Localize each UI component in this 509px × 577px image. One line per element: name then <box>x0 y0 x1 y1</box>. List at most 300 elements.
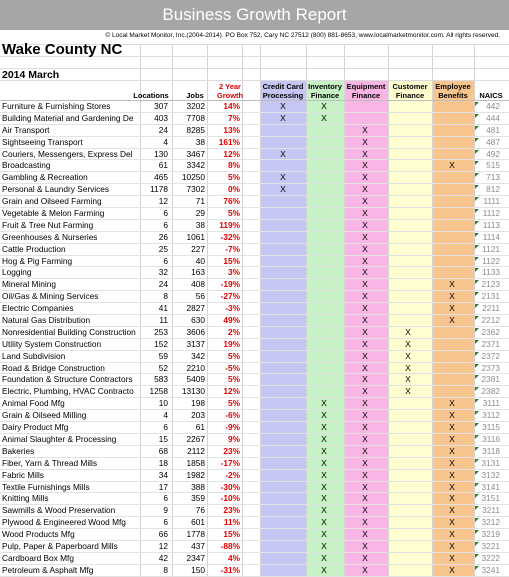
naics-code: 492 <box>486 148 500 159</box>
growth-value: -3% <box>225 303 240 314</box>
equipment-finance-mark: X <box>362 422 368 433</box>
locations-value: 52 <box>158 362 168 373</box>
industry-name: Greenhouses & Nurseries <box>2 231 98 242</box>
locations-value: 41 <box>158 303 168 314</box>
jobs-value: 203 <box>191 410 205 421</box>
naics-code: 2381 <box>481 374 500 385</box>
inventory-finance-mark: X <box>321 469 327 480</box>
jobs-value: 8285 <box>186 124 205 135</box>
equipment-finance-mark: X <box>362 540 368 551</box>
naics-code: 2371 <box>481 338 500 349</box>
table-row <box>0 517 509 529</box>
industry-name: Sightseeing Transport <box>2 136 83 147</box>
locations-value: 68 <box>158 445 168 456</box>
customer-finance-mark: X <box>405 362 411 373</box>
inventory-finance-mark: X <box>321 445 327 456</box>
locations-value: 11 <box>159 315 168 326</box>
equipment-finance-mark: X <box>362 208 368 219</box>
equipment-finance-mark: X <box>362 398 368 409</box>
growth-value: 76% <box>223 196 240 207</box>
jobs-value: 71 <box>195 196 205 207</box>
inventory-finance-mark: X <box>321 564 327 575</box>
credit-card-mark: X <box>280 101 286 111</box>
table-row <box>0 256 509 268</box>
copyright-notice: © Local Market Monitor, Inc.(2004-2014). PO Box 752, Cary NC 27512 (800) 881-8653, www.localmarketmonitor.com. All rights reserved. <box>105 32 500 39</box>
jobs-value: 7302 <box>186 184 205 195</box>
industry-name: Sawmills & Wood Preservation <box>2 505 116 516</box>
equipment-finance-mark: X <box>362 267 368 278</box>
equipment-finance-mark: X <box>362 124 368 135</box>
naics-code: 1133 <box>482 267 500 278</box>
employee-benefits-mark: X <box>449 291 455 302</box>
naics-code: 3212 <box>481 517 500 528</box>
header-customer-line2: Finance <box>395 91 425 100</box>
industry-name: Road & Bridge Construction <box>2 362 105 373</box>
jobs-value: 2347 <box>186 552 205 563</box>
table-row <box>0 434 509 446</box>
inventory-finance-mark: X <box>321 112 327 123</box>
growth-value: -17% <box>220 457 240 468</box>
equipment-finance-mark: X <box>362 279 368 290</box>
equipment-finance-mark: X <box>362 469 368 480</box>
industry-name: Pulp, Paper & Paperboard Mills <box>2 540 118 551</box>
inventory-finance-mark: X <box>321 457 327 468</box>
jobs-value: 408 <box>191 279 205 290</box>
table-row <box>0 363 509 375</box>
equipment-finance-mark: X <box>362 564 368 575</box>
employee-benefits-mark: X <box>449 481 455 492</box>
header-employee-line2: Benefits <box>438 91 468 100</box>
industry-name: Plywood & Engineered Wood Mfg <box>2 517 126 528</box>
employee-benefits-mark: X <box>449 303 455 314</box>
naics-code: 444 <box>486 112 500 123</box>
jobs-value: 437 <box>191 540 205 551</box>
naics-code: 442 <box>486 101 500 111</box>
jobs-value: 2112 <box>187 445 205 456</box>
industry-name: Oil/Gas & Mining Services <box>2 291 99 302</box>
table-row <box>0 172 509 184</box>
table-row <box>0 374 509 386</box>
industry-name: Fabric Mills <box>2 469 44 480</box>
growth-value: -88% <box>220 540 240 551</box>
growth-value: -31% <box>220 564 240 575</box>
locations-value: 18 <box>158 457 168 468</box>
growth-value: 14% <box>223 101 240 111</box>
equipment-finance-mark: X <box>362 136 368 147</box>
growth-value: 5% <box>228 172 240 183</box>
industry-name: Fiber, Yarn & Thread Mills <box>2 457 97 468</box>
industry-name: Dairy Product Mfg <box>2 422 69 433</box>
jobs-value: 198 <box>191 398 205 409</box>
locations-value: 15 <box>158 433 168 444</box>
inventory-finance-mark: X <box>321 101 327 111</box>
table-row <box>0 482 509 494</box>
header-growth-line2: Growth <box>216 91 244 100</box>
jobs-value: 13130 <box>181 386 205 397</box>
locations-value: 253 <box>154 326 168 337</box>
locations-value: 6 <box>163 422 168 433</box>
industry-name: Electric, Plumbing, HVAC Contracto <box>2 386 134 397</box>
table-row <box>0 493 509 505</box>
industry-name: Logging <box>2 267 32 278</box>
employee-benefits-mark: X <box>449 505 455 516</box>
locations-value: 4 <box>163 136 168 147</box>
inventory-finance-mark: X <box>321 410 327 421</box>
table-row <box>0 386 509 398</box>
locations-value: 4 <box>163 410 168 421</box>
growth-value: 11% <box>223 517 240 528</box>
locations-value: 403 <box>154 112 168 123</box>
locations-value: 1258 <box>149 386 168 397</box>
growth-value: 119% <box>219 219 240 230</box>
table-row <box>0 160 509 172</box>
customer-finance-mark: X <box>405 338 411 349</box>
jobs-value: 5409 <box>186 374 205 385</box>
employee-benefits-mark: X <box>449 493 455 504</box>
header-employee-line1: Employee <box>435 82 471 91</box>
equipment-finance-mark: X <box>362 362 368 373</box>
locations-value: 6 <box>163 255 168 266</box>
growth-value: 9% <box>228 433 240 444</box>
table-row <box>0 327 509 339</box>
industry-name: Couriers, Messengers, Express Del <box>2 148 133 159</box>
jobs-value: 1982 <box>186 469 205 480</box>
equipment-finance-mark: X <box>362 457 368 468</box>
jobs-value: 3606 <box>186 326 205 337</box>
locations-value: 17 <box>158 481 168 492</box>
report-period: 2014 March <box>2 69 60 81</box>
inventory-finance-mark: X <box>321 493 327 504</box>
employee-benefits-mark: X <box>449 457 455 468</box>
locations-value: 6 <box>163 219 168 230</box>
locations-value: 32 <box>158 267 168 278</box>
naics-code: 3112 <box>482 410 500 421</box>
growth-value: 7% <box>228 112 240 123</box>
growth-value: 3% <box>228 267 240 278</box>
jobs-value: 3342 <box>186 160 205 171</box>
report-title: Business Growth Report <box>0 0 509 30</box>
industry-name: Utility System Construction <box>2 338 102 349</box>
table-row <box>0 422 509 434</box>
customer-finance-mark: X <box>405 326 411 337</box>
header-customer-line1: Customer <box>392 82 428 91</box>
table-row <box>0 291 509 303</box>
locations-value: 26 <box>158 231 168 242</box>
industry-name: Wood Products Mfg <box>2 529 75 540</box>
naics-code: 3141 <box>481 481 500 492</box>
jobs-value: 1778 <box>186 529 205 540</box>
naics-code: 2131 <box>481 291 500 302</box>
equipment-finance-mark: X <box>362 410 368 421</box>
equipment-finance-mark: X <box>362 219 368 230</box>
employee-benefits-mark: X <box>449 398 455 409</box>
locations-value: 6 <box>163 517 168 528</box>
locations-value: 6 <box>163 208 168 219</box>
industry-name: Cattle Production <box>2 243 66 254</box>
naics-code: 3111 <box>482 398 500 409</box>
jobs-value: 1061 <box>186 231 205 242</box>
equipment-finance-mark: X <box>362 291 368 302</box>
customer-finance-mark: X <box>405 386 411 397</box>
industry-name: Furniture & Furnishing Stores <box>2 101 111 111</box>
industry-name: Broadcasting <box>2 160 51 171</box>
industry-name: Electric Companies <box>2 303 74 314</box>
county-name: Wake County NC <box>2 41 123 58</box>
naics-code: 2362 <box>481 326 500 337</box>
naics-code: 1122 <box>482 255 500 266</box>
header-customer-finance <box>388 82 432 100</box>
naics-code: 2212 <box>481 315 500 326</box>
employee-benefits-mark: X <box>449 517 455 528</box>
table-row <box>0 303 509 315</box>
equipment-finance-mark: X <box>362 552 368 563</box>
industry-name: Gambling & Recreation <box>2 172 88 183</box>
header-inventory-line1: Inventory <box>308 82 342 91</box>
industry-name: Mineral Mining <box>2 279 56 290</box>
naics-code: 812 <box>486 184 500 195</box>
growth-value: 161% <box>218 136 240 147</box>
header-locations: Locations <box>133 91 169 100</box>
locations-value: 34 <box>158 469 168 480</box>
equipment-finance-mark: X <box>362 517 368 528</box>
jobs-value: 2267 <box>186 433 205 444</box>
header-equipment-finance <box>343 82 389 100</box>
growth-value: 5% <box>228 374 240 385</box>
equipment-finance-mark: X <box>362 350 368 361</box>
header-inventory-finance <box>305 82 345 100</box>
inventory-finance-mark: X <box>321 398 327 409</box>
locations-value: 307 <box>154 101 168 111</box>
table-row <box>0 125 509 137</box>
jobs-value: 630 <box>191 315 205 326</box>
table-row <box>0 470 509 482</box>
equipment-finance-mark: X <box>362 303 368 314</box>
naics-code: 487 <box>486 136 500 147</box>
equipment-finance-mark: X <box>362 505 368 516</box>
growth-value: 12% <box>223 148 240 159</box>
industry-name: Vegetable & Melon Farming <box>2 208 105 219</box>
equipment-finance-mark: X <box>362 255 368 266</box>
jobs-value: 29 <box>195 208 205 219</box>
industry-table <box>0 101 509 577</box>
growth-value: 0% <box>228 184 240 195</box>
jobs-value: 38 <box>195 136 205 147</box>
locations-value: 66 <box>158 529 168 540</box>
growth-value: -27% <box>220 291 240 302</box>
header-credit-card-line2: Processing <box>262 91 304 100</box>
naics-code: 3116 <box>482 433 500 444</box>
employee-benefits-mark: X <box>449 552 455 563</box>
growth-value: 5% <box>228 398 240 409</box>
jobs-value: 1858 <box>186 457 205 468</box>
employee-benefits-mark: X <box>449 315 455 326</box>
jobs-value: 163 <box>191 267 205 278</box>
naics-code: 3221 <box>481 540 500 551</box>
equipment-finance-mark: X <box>362 433 368 444</box>
table-row <box>0 149 509 161</box>
inventory-finance-mark: X <box>321 481 327 492</box>
header-growth <box>212 82 248 100</box>
jobs-value: 2827 <box>186 303 205 314</box>
table-row <box>0 410 509 422</box>
naics-code: 3115 <box>482 422 500 433</box>
table-row <box>0 101 509 113</box>
table-row <box>0 244 509 256</box>
naics-code: 1121 <box>482 243 500 254</box>
locations-value: 8 <box>163 291 168 302</box>
employee-benefits-mark: X <box>449 529 455 540</box>
jobs-value: 56 <box>195 291 205 302</box>
locations-value: 24 <box>158 279 168 290</box>
grid-line <box>0 68 509 69</box>
locations-value: 24 <box>158 124 168 135</box>
naics-code: 713 <box>486 172 500 183</box>
locations-value: 10 <box>158 398 168 409</box>
industry-name: Animal Slaughter & Processing <box>2 433 117 444</box>
growth-value: 8% <box>228 160 240 171</box>
naics-code: 2123 <box>481 279 500 290</box>
industry-name: Air Transport <box>2 124 50 135</box>
industry-name: Grain and Oilseed Farming <box>2 196 102 207</box>
jobs-value: 40 <box>195 255 205 266</box>
naics-code: 1111 <box>483 196 500 207</box>
jobs-value: 150 <box>191 564 205 575</box>
industry-name: Hog & Pig Farming <box>2 255 73 266</box>
credit-card-mark: X <box>280 184 286 195</box>
employee-benefits-mark: X <box>449 279 455 290</box>
growth-value: -10% <box>220 493 240 504</box>
naics-code: 2373 <box>481 362 500 373</box>
jobs-value: 388 <box>191 481 205 492</box>
jobs-value: 76 <box>195 505 205 516</box>
industry-name: Cardboard Box Mfg <box>2 552 74 563</box>
jobs-value: 61 <box>195 422 205 433</box>
employee-benefits-mark: X <box>449 160 455 171</box>
locations-value: 465 <box>154 172 168 183</box>
jobs-value: 359 <box>191 493 205 504</box>
table-row <box>0 339 509 351</box>
table-row <box>0 184 509 196</box>
equipment-finance-mark: X <box>362 445 368 456</box>
locations-value: 59 <box>158 350 168 361</box>
growth-value: 19% <box>223 338 240 349</box>
equipment-finance-mark: X <box>362 326 368 337</box>
employee-benefits-mark: X <box>449 410 455 421</box>
growth-value: -5% <box>225 362 240 373</box>
industry-name: Bakeries <box>2 445 35 456</box>
growth-value: 49% <box>223 315 240 326</box>
jobs-value: 7708 <box>186 112 205 123</box>
naics-code: 2211 <box>482 303 500 314</box>
locations-value: 1178 <box>150 184 168 195</box>
naics-code: 3219 <box>481 529 500 540</box>
growth-value: 12% <box>223 386 240 397</box>
table-row <box>0 458 509 470</box>
naics-code: 3151 <box>481 493 500 504</box>
inventory-finance-mark: X <box>321 529 327 540</box>
header-equipment-line1: Equipment <box>346 82 386 91</box>
inventory-finance-mark: X <box>321 433 327 444</box>
naics-code: 3118 <box>482 445 500 456</box>
table-row <box>0 446 509 458</box>
growth-value: 4% <box>228 552 240 563</box>
industry-name: Fruit & Tree Nut Farming <box>2 219 94 230</box>
equipment-finance-mark: X <box>362 160 368 171</box>
locations-value: 130 <box>154 148 168 159</box>
growth-value: -6% <box>225 410 240 421</box>
table-row <box>0 220 509 232</box>
industry-name: Foundation & Structure Contractors <box>2 374 133 385</box>
employee-benefits-mark: X <box>449 564 455 575</box>
table-row <box>0 505 509 517</box>
naics-code: 3132 <box>481 469 500 480</box>
industry-name: Textile Furnishings Mills <box>2 481 90 492</box>
naics-code: 1112 <box>482 208 500 219</box>
equipment-finance-mark: X <box>362 184 368 195</box>
equipment-finance-mark: X <box>362 338 368 349</box>
table-row <box>0 398 509 410</box>
industry-name: Natural Gas Distribution <box>2 315 91 326</box>
table-row <box>0 196 509 208</box>
table-row <box>0 137 509 149</box>
grid-line <box>0 80 509 81</box>
locations-value: 12 <box>158 196 168 207</box>
table-row <box>0 565 509 577</box>
industry-name: Animal Food Mfg <box>2 398 65 409</box>
table-row <box>0 541 509 553</box>
locations-value: 583 <box>154 374 168 385</box>
equipment-finance-mark: X <box>362 196 368 207</box>
jobs-value: 3137 <box>186 338 205 349</box>
naics-code: 481 <box>486 124 500 135</box>
customer-finance-mark: X <box>405 374 411 385</box>
industry-name: Grain & Oilseed Milling <box>2 410 87 421</box>
industry-name: Building Material and Gardening De <box>2 112 134 123</box>
header-growth-line1: 2 Year <box>219 82 241 91</box>
inventory-finance-mark: X <box>321 505 327 516</box>
growth-value: 13% <box>223 124 240 135</box>
locations-value: 61 <box>158 160 168 171</box>
equipment-finance-mark: X <box>362 231 368 242</box>
header-jobs: Jobs <box>186 91 204 100</box>
locations-value: 6 <box>163 493 168 504</box>
naics-code: 3211 <box>482 505 500 516</box>
employee-benefits-mark: X <box>449 433 455 444</box>
table-row <box>0 113 509 125</box>
industry-name: Personal & Laundry Services <box>2 184 109 195</box>
employee-benefits-mark: X <box>449 445 455 456</box>
growth-value: 5% <box>228 208 240 219</box>
table-row <box>0 529 509 541</box>
employee-benefits-mark: X <box>449 540 455 551</box>
locations-value: 152 <box>154 338 168 349</box>
jobs-value: 227 <box>191 243 205 254</box>
equipment-finance-mark: X <box>362 481 368 492</box>
growth-value: 15% <box>223 255 240 266</box>
table-row <box>0 208 509 220</box>
header-credit-card-line1: Credit Card <box>262 82 304 91</box>
table-row <box>0 279 509 291</box>
growth-value: -2% <box>225 469 240 480</box>
header-naics: NAICS <box>479 91 503 100</box>
table-row <box>0 232 509 244</box>
growth-value: -19% <box>220 279 240 290</box>
industry-name: Land Subdivision <box>2 350 66 361</box>
naics-code: 3241 <box>481 564 500 575</box>
table-row <box>0 553 509 565</box>
table-row <box>0 315 509 327</box>
equipment-finance-mark: X <box>362 529 368 540</box>
